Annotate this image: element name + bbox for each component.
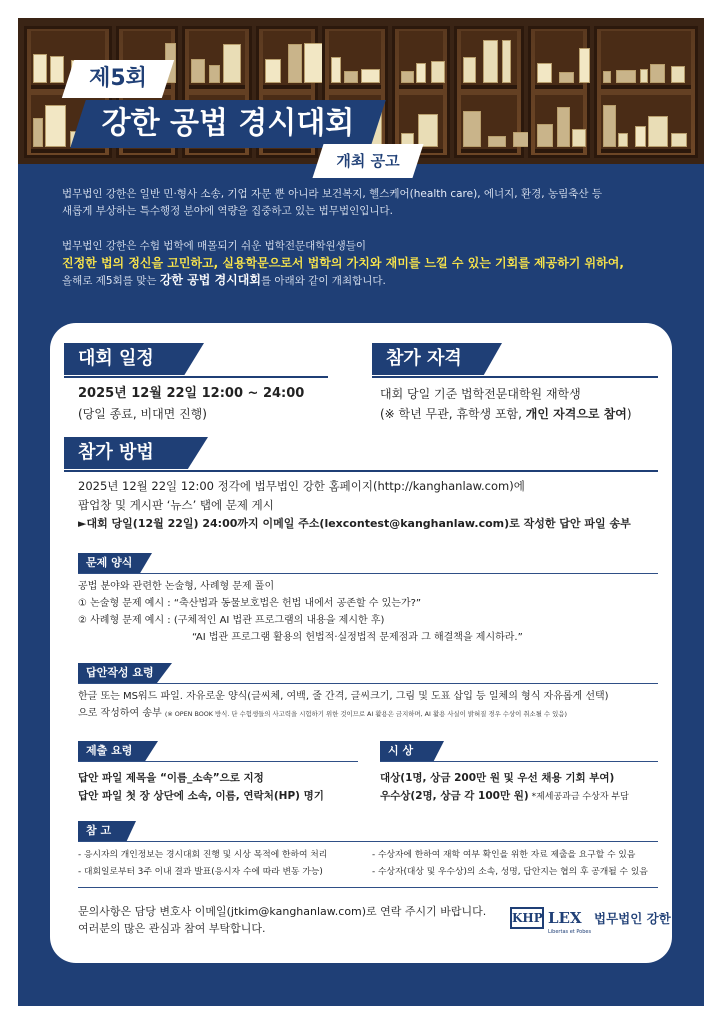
bookshelf-cell <box>392 26 450 158</box>
logo-motto: Libertas et Pobes <box>548 929 592 935</box>
info-card <box>50 323 672 963</box>
eligibility-heading-tag <box>372 343 532 375</box>
schedule-rule <box>64 376 328 378</box>
footer-rule <box>78 887 658 888</box>
notes-tag <box>78 821 140 841</box>
main-title-box <box>70 100 386 148</box>
awards-line1: 대상(1명, 상금 200만 원 및 우선 채용 기회 부여) <box>380 772 615 784</box>
logo-mark: KHP <box>510 907 544 929</box>
round-badge <box>62 60 174 98</box>
contact-line2: 여러분의 많은 관심과 참여 부탁합니다. <box>78 922 266 935</box>
poster <box>18 18 704 1006</box>
eligibility-line2-bold: 개인 자격으로 참여 <box>525 407 627 421</box>
submission-tag <box>78 741 166 761</box>
awards-heading: 시 상 <box>388 744 414 757</box>
method-line2: 팝업창 및 게시판 ‘뉴스’ 탭에 문제 게시 <box>78 498 274 512</box>
intro-p2-post: 를 아래와 같이 개최합니다. <box>260 275 386 287</box>
awards-line2-bold: 우수상(2명, 상금 각 100만 원) <box>380 790 529 802</box>
question-format-heading: 문제 양식 <box>86 556 133 569</box>
intro-p2-line3 <box>62 272 682 290</box>
intro-highlight: 진정한 법의 정신을 고민하고, 실용학문으로서 법학의 가치와 재미를 느낄 수 있는 기회를 제공하기 위하여, <box>62 256 624 270</box>
question-format-line3: ② 사례형 문제 예시 : (구체적인 AI 법관 프로그램의 내용을 제시한 후) <box>78 615 385 626</box>
eligibility-rule <box>372 376 658 378</box>
answer-guide-line1: 한글 또는 MS워드 파일. 자유로운 양식(글씨체, 여백, 줄 간격, 글씨크기, 그림 및 도표 삽입 등 일체의 형식 자유롭게 선택) <box>78 691 609 702</box>
method-heading-tag <box>64 437 224 469</box>
submission-line2: 답안 파일 첫 장 상단에 소속, 이름, 연락처(HP) 명기 <box>78 790 324 802</box>
page-subtitle: 개최 공고 <box>336 152 400 170</box>
bookshelf-cell <box>594 26 698 158</box>
awards-line2-note: *제세공과금 수상자 부담 <box>528 792 629 802</box>
subtitle-box <box>312 144 423 178</box>
contact-line1: 문의사항은 담당 변호사 이메일(jtkim@kanghanlaw.com)로 연락 주시기 바랍니다. <box>78 905 487 918</box>
question-format-line2: ① 논술형 문제 예시 : “축산법과 동물보호법은 헌법 내에서 공존할 수 있는가?” <box>78 598 422 609</box>
intro-p2-pre: 올해로 제5회를 맞는 <box>62 275 160 287</box>
submission-heading: 제출 요령 <box>86 744 133 757</box>
answer-guide-line2-text: 으로 작성하여 송부 <box>78 708 162 719</box>
awards-tag <box>380 741 450 761</box>
notes-right2: - 수상자(대상 및 우수상)의 소속, 성명, 답안지는 협의 후 공개될 수 있음 <box>372 867 648 877</box>
eligibility-line2-post: ) <box>626 407 632 421</box>
notes-right1: - 수상자에 한하여 재학 여부 확인을 위한 자료 제출을 요구할 수 있음 <box>372 850 636 860</box>
intro-section <box>62 186 682 290</box>
awards-rule <box>380 761 658 762</box>
answer-guide-heading: 답안작성 요령 <box>86 666 154 679</box>
submission-rule <box>78 761 358 762</box>
intro-contest-name: 강한 공법 경시대회 <box>159 273 261 287</box>
eligibility-line2-pre: (※ 학년 무관, 휴학생 포함, <box>380 407 526 421</box>
bookshelf-cell <box>454 26 524 158</box>
eligibility-heading: 참가 자격 <box>386 348 462 369</box>
contact-block <box>78 903 486 937</box>
question-format-tag <box>78 553 158 573</box>
schedule-heading-tag <box>64 343 224 375</box>
notes-left1: - 응시자의 개인정보는 경시대회 진행 및 시상 목적에 한하여 처리 <box>78 850 328 860</box>
schedule-note: (당일 종료, 비대면 진행) <box>78 407 207 421</box>
method-line3: ►대회 당일(12월 22일) 24:00까지 이메일 주소(lexcontest@kanghanlaw.com)로 작성한 답안 파일 송부 <box>78 517 631 530</box>
intro-p1-line2: 새롭게 부상하는 특수행정 분야에 역량을 집중하고 있는 법무법인입니다. <box>62 205 393 217</box>
bookshelf-cell <box>528 26 590 158</box>
notes-rule <box>78 841 658 842</box>
question-format-line1: 공법 분야와 관련한 논술형, 사례형 문제 풀이 <box>78 581 275 592</box>
round-label: 제5회 <box>89 66 147 91</box>
method-line1: 2025년 12월 22일 12:00 정각에 법무법인 강한 홈페이지(http://kanghanlaw.com)에 <box>78 479 525 493</box>
submission-line1: 답안 파일 제목을 “이름_소속”으로 지정 <box>78 772 264 784</box>
logo-lex: LEX <box>548 909 582 927</box>
schedule-datetime: 2025년 12월 22일 12:00 ~ 24:00 <box>78 386 305 401</box>
answer-guide-tag <box>78 663 178 683</box>
answer-guide-line2 <box>78 706 567 722</box>
notes-left2: - 대회일로부터 3주 이내 결과 발표(응시자 수에 따라 변동 가능) <box>78 867 323 877</box>
answer-guide-rule <box>78 683 658 684</box>
question-format-line4: “AI 법관 프로그램 활용의 헌법적·실정법적 문제점과 그 해결책을 제시하라.” <box>192 632 523 643</box>
answer-guide-note: (※ OPEN BOOK 방식. 단 수험생들의 사고력을 시험하기 위한 것이므로 AI 활용은 금지하며, AI 활용 사실이 밝혀질 경우 수상이 취소될 수 있음) <box>164 710 567 718</box>
intro-p2-line1: 법무법인 강한은 수험 법학에 매몰되기 쉬운 법학전문대학원생들이 <box>62 240 367 252</box>
logo-firm-name: 법무법인 강한 <box>594 911 671 926</box>
method-heading: 참가 방법 <box>78 442 154 463</box>
firm-logo <box>510 903 670 943</box>
schedule-heading: 대회 일정 <box>78 348 154 369</box>
page-title: 강한 공법 경시대회 <box>101 106 355 141</box>
eligibility-line2 <box>380 405 632 423</box>
intro-p1-line1: 법무법인 강한은 일반 민·형사 소송, 기업 자문 뿐 아니라 보건복지, 헬스케어(health care), 에너지, 환경, 농림축산 등 <box>62 188 602 200</box>
notes-heading: 참 고 <box>86 824 112 837</box>
awards-line2 <box>380 787 629 806</box>
method-rule <box>64 470 658 472</box>
eligibility-line1: 대회 당일 기준 법학전문대학원 재학생 <box>380 387 581 401</box>
question-format-rule <box>78 573 658 574</box>
